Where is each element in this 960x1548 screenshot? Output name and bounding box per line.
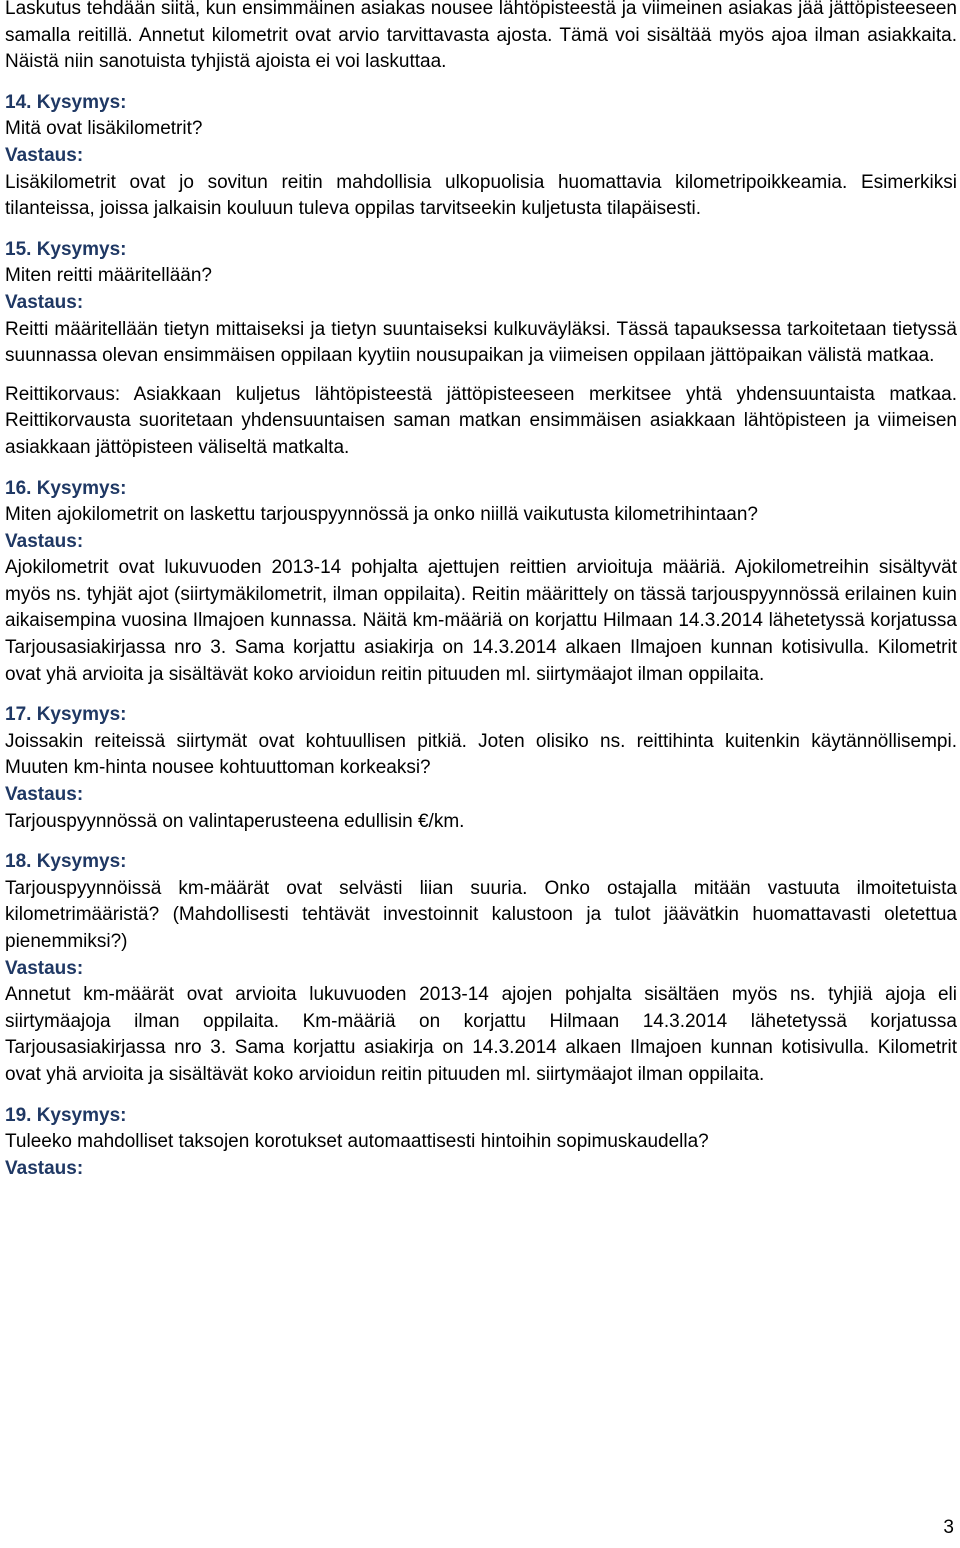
question-15 — [5, 237, 957, 462]
question-heading: 19. Kysymys: — [5, 1104, 127, 1126]
question-text: Joissakin reiteissä siirtymät ovat kohtuullisen pitkiä. Joten olisiko ns. reittihinta kuitenkin käytännöllisempi. Muuten km-hinta nousee kohtuuttoman korkeaksi? — [5, 730, 957, 779]
question-16 — [5, 476, 957, 689]
answer-text: Ajokilometrit ovat lukuvuoden 2013-14 pohjalta ajettujen reittien arvioituja määriä. Ajokilometreihin sisältyvät myös ns. tyhjät ajot (siirtymäkilometrit, ilman oppilaita). Reitin määrittely on tässä tarjouspyynnössä erilainen kuin aikaisempina vuosina Ilmajoen kunnassa. Näitä km-määriä on korjattu Hilmaan 14.3.2014 lähetetyssä korjatussa Tarjousasiakirjassa nro 3. Sama korjattu asiakirja on 14.3.2014 alkaen Ilmajoen kunnan kotisivulla. Kilometrit ovat yhä arvioita ja sisältävät koko arvioidun reitin pituuden ml. siirtymäajot ilman oppilaita. — [5, 557, 957, 685]
question-18 — [5, 849, 957, 1088]
question-heading: 18. Kysymys: — [5, 851, 127, 873]
answer-text: Lisäkilometrit ovat jo sovitun reitin mahdollisia ulkopuolisia huomattavia kilometripoikkeamia. Esimerkiksi tilanteissa, joissa jalkaisin kouluun tuleva oppilas tarvitseekin kuljetusta tilapäisesti. — [5, 171, 957, 220]
question-text: Mitä ovat lisäkilometrit? — [5, 118, 203, 140]
answer-label: Vastaus: — [5, 784, 84, 806]
answer-label: Vastaus: — [5, 144, 84, 166]
answer-label: Vastaus: — [5, 530, 84, 552]
answer-label: Vastaus: — [5, 957, 84, 979]
question-heading: 14. Kysymys: — [5, 91, 127, 113]
question-text: Tuleeko mahdolliset taksojen korotukset automaattisesti hintoihin sopimuskaudella? — [5, 1131, 709, 1153]
question-heading: 16. Kysymys: — [5, 477, 127, 499]
answer-text-reittikorvaus: Reittikorvaus: Asiakkaan kuljetus lähtöpisteestä jättöpisteeseen merkitsee yhtä yhdensuuntaista matkaa. Reittikorvausta suoritetaan yhdensuuntaisen saman matkan ensimmäisen asiakkaan lähtöpisteen ja viimeisen asiakkaan jättöpisteen väliseltä matkalta. — [5, 383, 957, 458]
answer-text: Annetut km-määrät ovat arvioita lukuvuoden 2013-14 ajojen pohjalta sisältäen myös ns. tyhjiä ajoja eli siirtymäajoja ilman oppilaita. Km-määriä on korjattu Hilmaan 14.3.2014 lähetetyssä korjatussa Tarjousasiakirjassa nro 3. Sama korjattu asiakirja on 14.3.2014 alkaen Ilmajoen kunnan kotisivulla. Kilometrit ovat yhä arvioita ja sisältävät koko arvioidun reitin pituuden ml. siirtymäajot ilman oppilaita. — [5, 984, 957, 1085]
answer-text: Tarjouspyynnössä on valintaperusteena edullisin €/km. — [5, 810, 465, 832]
answer-label: Vastaus: — [5, 291, 84, 313]
page-number: 3 — [943, 1517, 954, 1538]
question-text: Miten ajokilometrit on laskettu tarjouspyynnössä ja onko niillä vaikutusta kilometrihintaan? — [5, 504, 758, 526]
question-14 — [5, 90, 957, 223]
question-text: Tarjouspyynnöissä km-määrät ovat selvästi liian suuria. Onko ostajalla mitään vastuuta ilmoitetuista kilometrimääristä? (Mahdollisesti tehtävät investoinnit kalustoon ja tulot jäävätkin huomattavasti oletettua pienemmiksi?) — [5, 877, 957, 952]
question-text: Miten reitti määritellään? — [5, 265, 212, 287]
answer-label: Vastaus: — [5, 1157, 84, 1179]
answer-text: Reitti määritellään tietyn mittaiseksi ja tietyn suuntaiseksi kulkuväyläksi. Tässä tapauksessa tarkoitetaan tietyssä suunnassa olevan ensimmäisen oppilaan kyytiin nousupaikan ja viimeisen oppilaan jättöpaikan välistä matkaa. — [5, 318, 957, 367]
question-17 — [5, 702, 957, 835]
question-heading: 15. Kysymys: — [5, 238, 127, 260]
question-19 — [5, 1103, 957, 1183]
document-page — [5, 0, 957, 1182]
intro-paragraph: Laskutus tehdään siitä, kun ensimmäinen asiakas nousee lähtöpisteestä ja viimeinen asiakas jää jättöpisteeseen samalla reitillä. Annetut kilometrit ovat arvio tarvittavasta ajosta. Tämä voi sisältää myös ajoa ilman asiakkaita. Näistä niin sanotuista tyhjistä ajoista ei voi laskuttaa. — [5, 0, 957, 73]
question-heading: 17. Kysymys: — [5, 704, 127, 726]
